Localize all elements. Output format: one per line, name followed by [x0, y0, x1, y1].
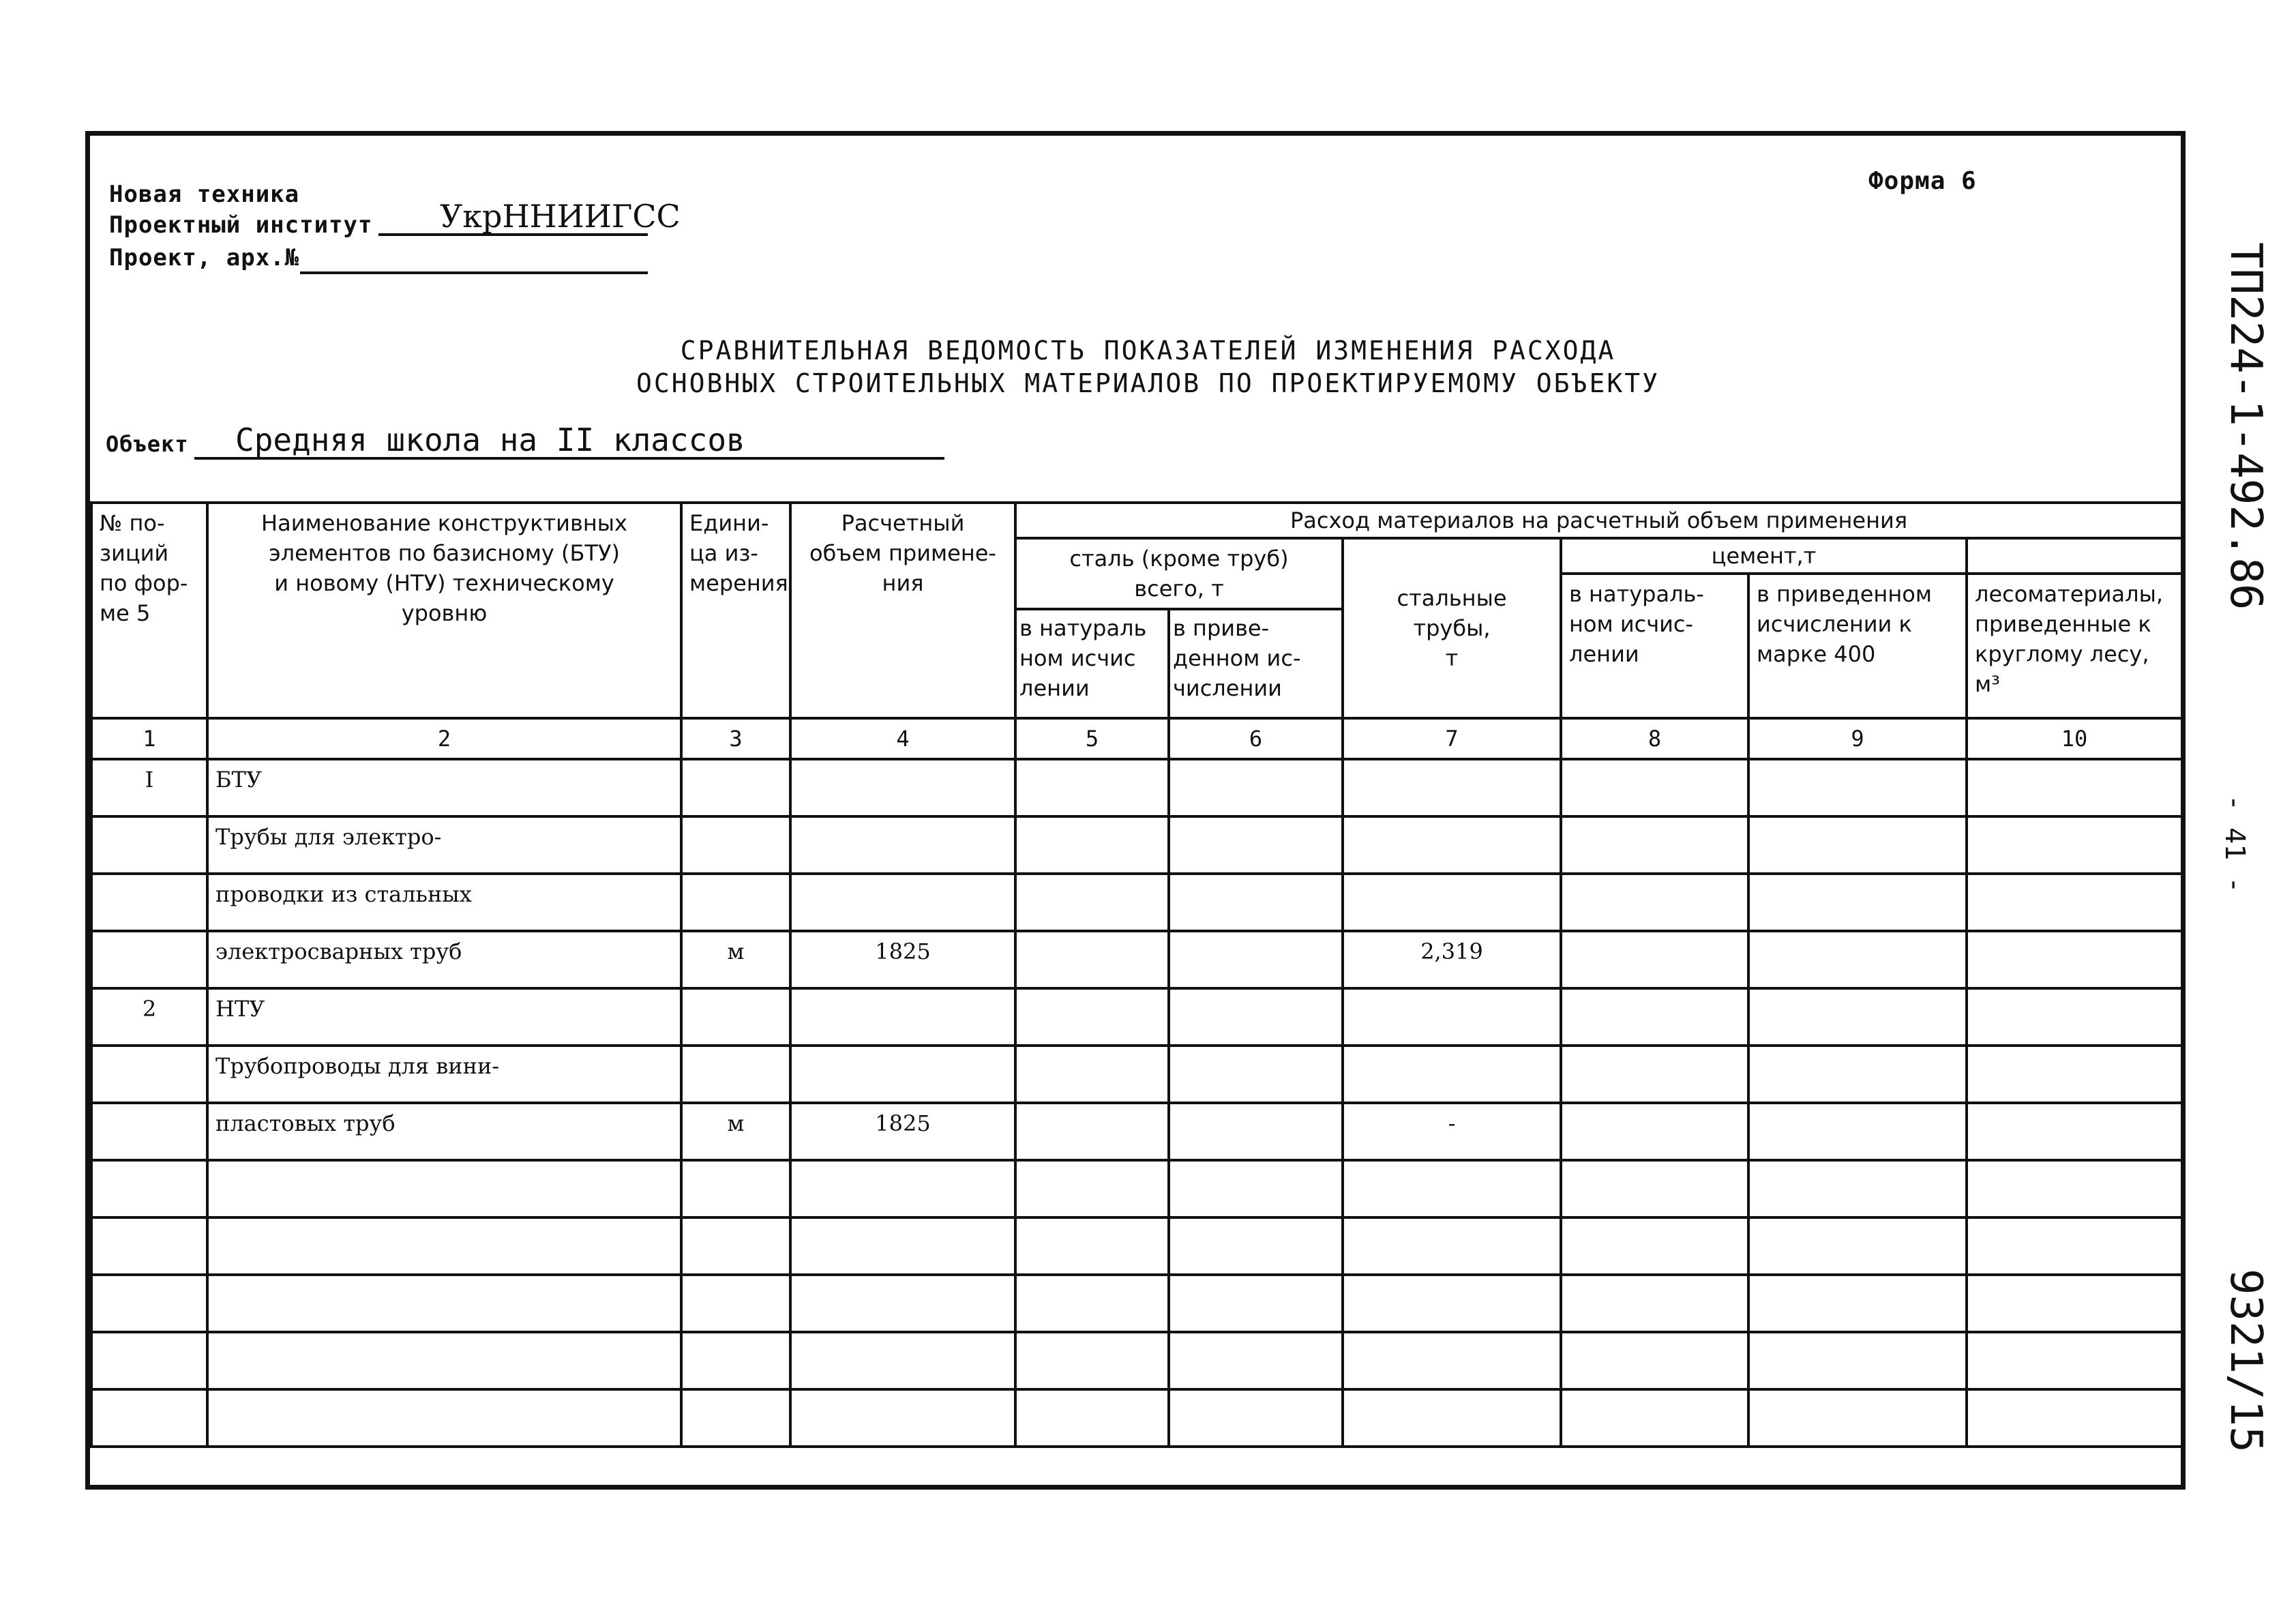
col-num: 2	[207, 718, 681, 759]
timber-cell	[1967, 988, 2182, 1046]
cement-reduced-cell	[1748, 1160, 1967, 1217]
cement-natural-cell	[1561, 816, 1748, 874]
cement-reduced-cell	[1748, 759, 1967, 816]
object-label: Объект	[106, 431, 189, 457]
position-cell: 2	[91, 988, 207, 1046]
name-cell: пластовых труб	[207, 1103, 681, 1160]
volume-cell	[790, 1332, 1015, 1389]
steel-reduced-cell	[1169, 874, 1343, 931]
volume-cell	[790, 1160, 1015, 1217]
volume-cell	[790, 988, 1015, 1046]
volume-cell: 1825	[790, 1103, 1015, 1160]
pipes-cell	[1343, 874, 1561, 931]
col-num: 1	[91, 718, 207, 759]
steel-natural-cell	[1015, 988, 1169, 1046]
col-num: 7	[1343, 718, 1561, 759]
unit-cell	[681, 759, 790, 816]
position-cell: I	[91, 759, 207, 816]
pipes-header: стальные трубы, т	[1343, 538, 1561, 718]
steel-natural-cell	[1015, 1275, 1169, 1332]
unit-cell	[681, 1046, 790, 1103]
steel-reduced-cell	[1169, 1275, 1343, 1332]
table-row	[91, 874, 2182, 931]
name-cell: проводки из стальных	[207, 874, 681, 931]
unit-cell	[681, 1160, 790, 1217]
steel-reduced-cell	[1169, 1217, 1343, 1275]
timber-cell	[1967, 1046, 2182, 1103]
cement-natural-cell	[1561, 759, 1748, 816]
volume-cell	[790, 1046, 1015, 1103]
table-row	[91, 988, 2182, 1046]
header-line1: Новая техника	[109, 181, 300, 208]
form-label: Форма 6	[1868, 167, 1977, 195]
timber-cell	[1967, 1217, 2182, 1275]
unit-cell	[681, 1217, 790, 1275]
steel-natural-cell	[1015, 1046, 1169, 1103]
timber-cell	[1967, 931, 2182, 988]
cement-reduced-cell	[1748, 1217, 1967, 1275]
pipes-cell: 2,319	[1343, 931, 1561, 988]
object-value: Средняя школа на II классов	[235, 422, 745, 458]
table-row	[91, 1103, 2182, 1160]
cement-reduced-cell	[1748, 1332, 1967, 1389]
steel-natural-cell	[1015, 1389, 1169, 1447]
volume-cell	[790, 816, 1015, 874]
steel-reduced-header: в приве- денном ис- числении	[1169, 609, 1343, 718]
steel-natural-cell	[1015, 1332, 1169, 1389]
cement-reduced-cell	[1748, 1275, 1967, 1332]
position-cell	[91, 1389, 207, 1447]
col-name-header: Наименование конструктивных элементов по базисному (БТУ) и новому (НТУ) техническому уровню	[207, 503, 681, 718]
col-num: 6	[1169, 718, 1343, 759]
timber-cell	[1967, 759, 2182, 816]
name-cell	[207, 1275, 681, 1332]
timber-header: лесоматериалы, приведенные к круглому лесу, м³	[1967, 574, 2182, 718]
position-cell	[91, 1275, 207, 1332]
name-cell: Трубы для электро-	[207, 816, 681, 874]
steel-reduced-cell	[1169, 1103, 1343, 1160]
cement-reduced-cell	[1748, 931, 1967, 988]
materials-table	[90, 501, 2183, 1448]
cement-natural-cell	[1561, 1275, 1748, 1332]
steel-reduced-cell	[1169, 759, 1343, 816]
steel-natural-cell	[1015, 874, 1169, 931]
steel-natural-cell	[1015, 1217, 1169, 1275]
name-cell: Трубопроводы для вини-	[207, 1046, 681, 1103]
table-row	[91, 1046, 2182, 1103]
cement-natural-cell	[1561, 1103, 1748, 1160]
name-cell	[207, 1332, 681, 1389]
volume-cell	[790, 1275, 1015, 1332]
cement-natural-cell	[1561, 1160, 1748, 1217]
cement-reduced-header: в приведенном исчислении к марке 400	[1748, 574, 1967, 718]
cement-natural-cell	[1561, 1332, 1748, 1389]
position-cell	[91, 1217, 207, 1275]
cement-reduced-cell	[1748, 816, 1967, 874]
cement-reduced-cell	[1748, 1389, 1967, 1447]
pipes-cell	[1343, 1332, 1561, 1389]
cement-natural-cell	[1561, 1389, 1748, 1447]
institute-value: УкрННИИГСС	[440, 198, 681, 235]
steel-natural-cell	[1015, 1103, 1169, 1160]
steel-natural-cell	[1015, 931, 1169, 988]
position-cell	[91, 1160, 207, 1217]
cement-reduced-cell	[1748, 1046, 1967, 1103]
timber-cell	[1967, 1389, 2182, 1447]
cement-natural-cell	[1561, 874, 1748, 931]
institute-label: Проектный институт	[109, 211, 373, 239]
timber-cell	[1967, 1275, 2182, 1332]
col-num: 3	[681, 718, 790, 759]
name-cell	[207, 1389, 681, 1447]
steel-natural-header: в натураль ном исчис лении	[1015, 609, 1169, 718]
position-cell	[91, 1046, 207, 1103]
unit-cell	[681, 988, 790, 1046]
col-unit-header: Едини- ца из- мерения	[681, 503, 790, 718]
unit-cell	[681, 874, 790, 931]
unit-cell	[681, 816, 790, 874]
steel-reduced-cell	[1169, 1332, 1343, 1389]
object-field	[194, 417, 944, 460]
col-num: 4	[790, 718, 1015, 759]
table-row	[91, 1217, 2182, 1275]
doc-code: ТП224-1-492.86	[2220, 242, 2271, 610]
steel-natural-cell	[1015, 816, 1169, 874]
col-position-header: № по- зиций по фор- ме 5	[91, 503, 207, 718]
institute-field	[378, 192, 681, 236]
name-cell	[207, 1160, 681, 1217]
steel-natural-cell	[1015, 759, 1169, 816]
column-numbers-row	[91, 718, 2182, 759]
position-cell	[91, 1332, 207, 1389]
table-row	[91, 1160, 2182, 1217]
name-cell	[207, 1217, 681, 1275]
table-row	[91, 816, 2182, 874]
steel-reduced-cell	[1169, 1389, 1343, 1447]
volume-cell	[790, 874, 1015, 931]
steel-reduced-cell	[1169, 1046, 1343, 1103]
unit-cell	[681, 1389, 790, 1447]
col-volume-header: Расчетный объем примене- ния	[790, 503, 1015, 718]
pipes-cell	[1343, 1046, 1561, 1103]
cement-natural-cell	[1561, 931, 1748, 988]
timber-cell	[1967, 1332, 2182, 1389]
col-num: 9	[1748, 718, 1967, 759]
unit-cell: м	[681, 1103, 790, 1160]
doc-title-line2: ОСНОВНЫХ СТРОИТЕЛЬНЫХ МАТЕРИАЛОВ ПО ПРОЕКТИРУЕМОМУ ОБЪЕКТУ	[636, 368, 1660, 398]
steel-reduced-cell	[1169, 1160, 1343, 1217]
col-num: 5	[1015, 718, 1169, 759]
volume-cell	[790, 759, 1015, 816]
volume-cell	[790, 1389, 1015, 1447]
pipes-cell	[1343, 1389, 1561, 1447]
cement-reduced-cell	[1748, 1103, 1967, 1160]
cement-reduced-cell	[1748, 874, 1967, 931]
volume-cell: 1825	[790, 931, 1015, 988]
pipes-cell: -	[1343, 1103, 1561, 1160]
table-row	[91, 1389, 2182, 1447]
name-cell: НТУ	[207, 988, 681, 1046]
timber-cell	[1967, 1160, 2182, 1217]
timber-cell	[1967, 816, 2182, 874]
table-row	[91, 1332, 2182, 1389]
cement-natural-cell	[1561, 1046, 1748, 1103]
project-field	[300, 240, 648, 274]
project-label: Проект, арх.№	[109, 244, 300, 271]
position-cell	[91, 1103, 207, 1160]
steel-header: сталь (кроме труб) всего, т	[1015, 538, 1343, 609]
pipes-cell	[1343, 816, 1561, 874]
position-cell	[91, 816, 207, 874]
cement-natural-cell	[1561, 1217, 1748, 1275]
position-cell	[91, 874, 207, 931]
position-cell	[91, 931, 207, 988]
steel-natural-cell	[1015, 1160, 1169, 1217]
cement-natural-header: в натураль- ном исчис- лении	[1561, 574, 1748, 718]
sheet-number: 9321/15	[2220, 1269, 2271, 1453]
materials-group-header: Расход материалов на расчетный объем применения	[1015, 503, 2182, 538]
table-row	[91, 931, 2182, 988]
page-number: - 41 -	[2219, 795, 2250, 893]
cement-reduced-cell	[1748, 988, 1967, 1046]
steel-reduced-cell	[1169, 988, 1343, 1046]
col-num: 10	[1967, 718, 2182, 759]
cement-natural-cell	[1561, 988, 1748, 1046]
pipes-cell	[1343, 1160, 1561, 1217]
pipes-cell	[1343, 1217, 1561, 1275]
unit-cell: м	[681, 931, 790, 988]
steel-reduced-cell	[1169, 816, 1343, 874]
steel-reduced-cell	[1169, 931, 1343, 988]
unit-cell	[681, 1275, 790, 1332]
timber-header-spacer	[1967, 538, 2182, 574]
name-cell: электросварных труб	[207, 931, 681, 988]
timber-cell	[1967, 874, 2182, 931]
unit-cell	[681, 1332, 790, 1389]
pipes-cell	[1343, 759, 1561, 816]
col-num: 8	[1561, 718, 1748, 759]
name-cell: БТУ	[207, 759, 681, 816]
volume-cell	[790, 1217, 1015, 1275]
table-row	[91, 759, 2182, 816]
table-row	[91, 1275, 2182, 1332]
doc-title-line1: СРАВНИТЕЛЬНАЯ ВЕДОМОСТЬ ПОКАЗАТЕЛЕЙ ИЗМЕНЕНИЯ РАСХОДА	[680, 336, 1616, 366]
cement-header: цемент,т	[1561, 538, 1967, 574]
pipes-cell	[1343, 988, 1561, 1046]
timber-cell	[1967, 1103, 2182, 1160]
pipes-cell	[1343, 1275, 1561, 1332]
